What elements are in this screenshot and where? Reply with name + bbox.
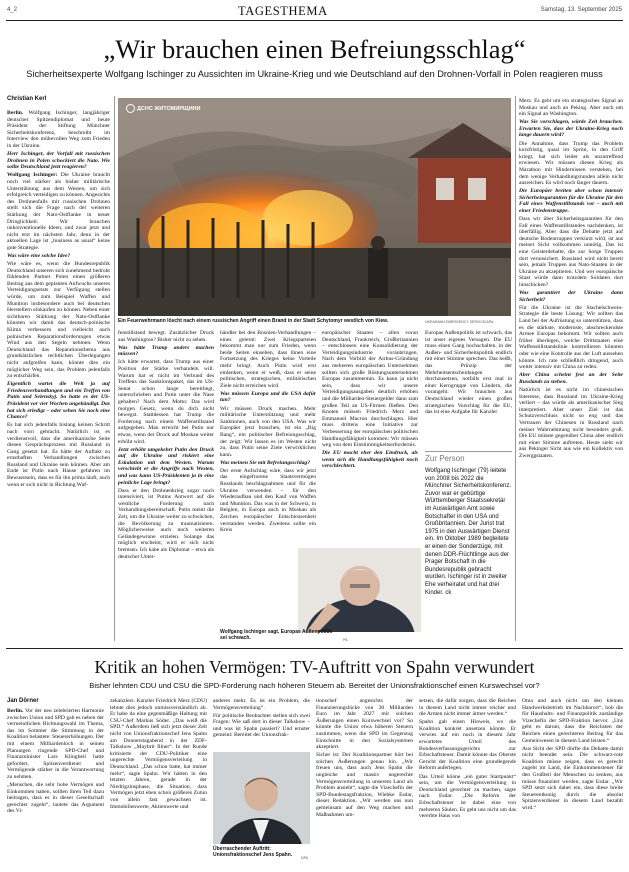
paragraph-text: Europas Außenpolitik ist schwach, das ist unser eigenes Versagen. Die EU muss einen Gang hochschalten, in der Außen- und Sicherheitspolitik endlich mit einer Stimme sprechen. Das heißt, das Prinzip der Mehrheitsentscheidungen durchzusetzen, notfalls erst mal in einer Kerngruppe von Ländern, die vorangeht. Wir brauchen aus Deutschland wieder einen großen strategischen Vorschlag für die EU, das ist eine Aufgabe für Kanzler [425,330,512,416]
article1-column-2 [118,330,214,638]
bio-heading: Zur Person [425,454,465,463]
interview-question: Aber China scheint fest an der Seite Russlands zu stehen. [519,372,623,385]
paragraph-text: Vor der neu zelebrierten Harmonie zwischen Union und SPD gab es neben der vermeintlichen Richtungswahl im Thema, das im Sommer die Stimmung in der Koalition belastete: Steuererhöhungen. Der mit einem Milliardenloch in seinen Planungen ringende SPD-Chef und Finanzminister Lars Klingbeil hatte gefordert, Spitzenverdiener und Vermögende stärker in die Verantwortung zu nehmen. [7,708,104,780]
article2-column-2 [110,698,207,870]
fire-scene-image [118,98,511,316]
interview-question: Was müssen Europa und die USA dafür tun? [220,390,316,404]
body-paragraph [7,782,104,815]
body-paragraph [519,98,623,118]
article2-column-3 [213,698,310,750]
body-paragraph [110,698,207,810]
body-paragraph [220,468,316,534]
paragraph-text: Spahn gab einen Hinweis, wo die Koalition konkret ansetzen könnte. Er verwies auf ein noch in diesem Jahr erwartetes Urteil des Bundesverfassungsgerichts zur Erbschaftsteuer. Damit könnte das Oberste Gericht der Koalition eine grundlegende Reform auferlegen. [419,719,516,772]
paragraph-text: Dass er den Drohnenkrieg sogar noch intensiviert, ist Putins Antwort auf die westliche Forderung nach Verhandlungsbereitschaft. Putin meint die Zeit, um die Ukraine weiter zu schwächen, die Bevölkerung zu traumatisieren. Möglicherweise auch noch weiteren Geländegewinne erzielen. Solange das möglich erscheint, wird er sich nicht bremsen. Ich habe als Diplomat – etwa als deutscher Unter- [118,487,214,560]
article2-column-4 [316,698,413,870]
interview-question: Die Europäer breiten aber schon intensiv Sicherheitsgarantien für die Ukraine für den Fall eines Waffenstillstands vor – auch mit einer Friedenstruppe. [519,188,623,214]
paragraph-text: Die Ukraine braucht noch viel stärker als bisher militärische Unterstützung aus dem Westen, um sich erfolgreich verteidigen zu können. Angesichts des Drohnenfalls mit russischen Drohnen stellt sich die Frage nach der weiteren Stärkung der Nato-Ostflanke in neuer Dringlichkeit. Wir brauchen unkonventionelle Ideen, und zwar jetzt und nicht erst im nächsten Jahr, denn in der aktuellen Lage ist „business as usual“ keine gute Strategie. [7,172,110,251]
paragraph-text: Dass wir über Sicherheitsgarantien für den Fall eines Waffenstillstandes nachdenken, ist überfällig. Aber dass die Debatte jetzt auf deutsche Bodentruppen verkürzt wird, ist aus meiner Sicht vollkommen unnötig. Das ist eine Geisterdebatte, die zur Sorge Truppen dort verunsichert. Russland wird nicht bereit sein, jemals Truppen aus Nato-Staaten in der Ukraine zu akzeptieren. Und wer europäische Staat würde dann trotzdem Soldaten dort hinschicken? [519,216,623,289]
paragraph-text: Ich hätte erwartet, dass Trump aus einer Position der Stärke verhandeln will. Warum hat er nicht im Verbund des Treffens das Sanktionspaket, das im US-Senat schon lange bereitliegt, unterschrieben und Putin unter die Nase gehalten? Nach dem Motto: Das wird morgen Gesetz, wenn du dich nicht bewegst. Stattdessen hat Trump die Forderung nach einem Waffenstillstand aufgegeben. Man erreicht bei Putin nur etwas, wenn der Druck auf Moskau weiter erhöht wird. [118,359,214,445]
paragraph-text: Sicher ist: Der Koalitionspartner hört bei solchen Äußerungen genau hin. „Wir freuen uns, dass auch Jens Spahn die ungleiche und massiv ungerechte Vermögensverteilung in unserem Land als Problem ansieht“, sagte die Vizechefin der SPD-Bundestagsfraktion, Wiebke Esdar, dieser Redaktion. „Wir werden uns nun gemeinsam auf den Weg machen und Maßnahmen um- [316,752,413,818]
body-paragraph [522,698,623,744]
body-paragraph [419,774,516,820]
column-divider [114,96,115,641]
portrait-credit: PA [343,638,348,642]
paragraph-text: händler bei den Bosnien-Verhandlungen – eines gelernt: Zwei Kriegsparteien bekommt man nur zum Frieden, wenn beide Seiten einsehen, dass ihnen eine Fortsetzung des Krieges keine Vorteile mehr bringt. Auch Putin wird erst einlenken, wenn er weiß, dass er seine politischen, strategischen, militärischen Ziele nicht erreichen wird. [220,330,316,389]
fire-photo [118,98,511,316]
photo-caption: Ein Feuerwehrmann löscht nach einem russischen Angriff einen Brand in der Stadt Schytomyr westlich von Kiew. [118,318,389,324]
paragraph-lead: Berlin. [7,110,24,116]
paragraph-text: zekanzlers. Kanzler Friedrich Merz (CDU) lehnte dies jedoch unmissverständlich ab. Er habe da eine gegenmäßige Haltung mit CSU-Chef Markus Söder. „Das weiß die SPD.“ Außerdem ließ sich jetzt dieser Zeit nicht von Unionsfraktionschef Jens Spahn am Donnerstagabend in der ZDF-Talkshow „Maybrit Illner“. In der Runde kritisierte der CDU-Politiker eine ungerechte Vermögensverteilung in Deutschland. „Das schon hatte, hat immer mehr“, sagte Spahn. Wir hätten in den letzten Jahren, gerade in der Niedrigzinsphase, die Situation, dass Vermögen jetzt eben schon größeres Zutun von allein fast gewachsen ist. Immobilienwerte, Aktienwerte und [110,698,207,810]
body-paragraph [7,110,110,150]
body-paragraph [519,216,623,289]
article2-subhead: Bisher lehnten CDU und CSU die SPD-Forderung nach höheren Steuern ab. Bereitet der Unionsfraktionschef einen Kurswechsel vor? [89,681,540,690]
body-paragraph [519,141,623,187]
article1-column-6 [519,98,623,641]
interview-question: Die EU macht eher den Eindruck, als wenn sich die Handlungsfähigkeit noch verschlechtert. [322,450,418,470]
body-paragraph [7,172,110,251]
paragraph-text: Für die Ukraine ist die Stachelschwein-Strategie die beste Lösung: Wir sollten das Land bei der Aufrüstung so unterstützen, dass es die stärkste, modernste, abschreckendste Armee Europas bekommt. Wir sollten auch früher überlegen, welche Drittstaaten eine Waffenstillstandslinie kontrollieren könnten oder wie eine Kontrolle aus der Luft aussehen könnte. Ich rate schließlich dringend, auch weiter intensiv mit China zu reden. [519,304,623,371]
interview-question: Was Sie vorschlagen, würde Zeit brauchen. Erwarten Sie, dass der Ukraine-Krieg noch lange dauern wird? [519,119,623,139]
body-paragraph [522,746,623,812]
interview-question: Was wäre eine solche Idee? [7,252,71,259]
body-paragraph [213,713,310,739]
article2-column-6 [522,698,623,870]
interview-question: Eigentlich wartet die Welt ja auf Friedensverhandlungen und ein Treffen von Putin und Selenskyj. So hatte es der US-Präsident vor vier Wochen angekündigt. Das hat sich erledigt – oder sehen Sie noch eine Chance? [7,381,110,421]
paragraph-text: Das Urteil könne „ein guter Startpunkt“ sein, um die Vermögensverteilung in Deutschland gerechter zu machen, sagte nach Esdar. „Die Reform der Erbschaftsteuer ist dabei eine von mehreren Säulen. Es geht uns nicht um das vererbte Haus von [419,773,516,820]
body-paragraph [316,698,413,751]
paragraph-text: Für politische Beobachter stellen sich zwei Fragen: Wie saß dort in dieser Talkshow – und was ist Spahn passiert? Und ernster gemeint: Bereitet der Unionsfrak- [213,712,310,739]
spahn-image [213,752,310,844]
paragraph-text: „Menschen, die sehr hohe Vermögen und Einkommen haben, sollten ihren Teil dazu beitragen, dass es in dieser Gesellschaft gerechter zugeht“, lautete das Argument des Vi- [7,782,104,815]
author-byline: Christian Kerl [7,96,47,102]
article-subhead: Sicherheitsexperte Wolfgang Ischinger zu Aussichten im Ukraine-Krieg und wie Deutschland auf den Drohnen-Vorfall in Polen reagieren muss [26,69,603,79]
paragraph-lead: Wolfgang Ischinger: [7,172,58,179]
body-paragraph [425,330,512,416]
paragraph-text: setzen, die dafür sorgen, dass die Reichen in diesem Land nicht immer reicher und die Armen nicht immer ärmer werden.“ [419,698,516,718]
article1-column-1 [7,110,110,640]
column-divider [515,96,516,641]
article2-headline: Kritik an hohen Vermögen: TV-Auftritt von Spahn verwundert [94,657,535,677]
portrait-image [298,548,421,632]
interview-question: Herr Ischinger, der Vorfall mit russischen Drohnen in Polen schockiert die Nato. Wie sollte Deutschland jetzt reagieren? [7,151,110,171]
header-rule [6,20,623,21]
paragraph-text: europäischer Staaten – allen voran Deutschland, Frankreich, Großbritannien – entschlossen eine Konsolidierung der Verteidigungsindustrie voranbringen. Nach dem Vorbild der Airbus-Gründung aus mehreren europäischen Unternehmen sollten sich große Rüstungsunternehmen Europas zusammentun. Es kann ja nicht sein, dass wir unsere Verteidigungsausgaben deutlich erhöhen und die Milliarden-Steuergelder dann zum großen Teil an US-Firmen fließen. Den Knoten müssen Friedrich Merz und Emmanuel Macron durchschlagen. Hier muss drittens eine Initiative zur Verbesserung der europäischen politischen Handlungsfähigkeit kommen: Wir müssen weg von dem Einstimmigkeitserfordernis. [322,330,418,449]
body-paragraph [118,359,214,445]
body-paragraph [419,698,516,718]
paragraph-text: Wie wäre es, wenn die Bundesrepublik Deutschland unseren sich zunehmend bedroht fühlenden Partner Polen einen größeren Beitrag aus dem geplanten Aufwuchs unseres Verteidigungsetats zur Verfügung stellen würde, um zum Beispiel Waffen und Munition insbesondere auch bei deutschen Herstellern einkaufen zu können. Neben einer sichtbaren Stärkung der Nato-Ostflanke könnten wir damit das deutsch-polnische Klima verbessern und vielleicht auch polnischen Reparationsforderungen etwas Wind aus den Segeln nehmen. Wenn Deutschland das Reparationsthema aus grundsätzlichen rechtlichen Überlegungen nicht aufgreifen kann, könnte dies ein möglicher Weg sein, das Problem jedenfalls zu entschärfen. [7,261,110,380]
paragraph-lead: Berlin. [7,708,24,714]
spahn-credit: DPA [301,856,309,860]
body-paragraph [322,330,418,449]
article2-column-1 [7,708,104,870]
issue-date: Samstag, 13. September 2025 [540,7,622,13]
body-paragraph [220,330,316,389]
photo-credit: UKRAINIAN EMERGENCY SERVICE/APA [425,320,494,324]
body-paragraph [519,305,623,371]
article-headline: „Wir brauchen einen Befreiungsschlag“ [103,34,526,64]
paragraph-text: Wolfgang Ischinger, langjähriger deutscher Spitzendiplomat und heute Präsident der Stiftung Münchner Sicherheitskonferenz, beschreibt im Interview den mühevollen Weg zum Frieden in der Ukraine. [7,110,110,149]
paragraph-text: Wir müssen Druck machen. Mehr militärische Unterstützung und mehr Sanktionen, auch von den USA. Was wir Europäer jetzt brauchen, ist ein „Big Bang“, ein politischer Befreiungsschlag, der zeigt: Wir lassen es im Westen nicht zu, dass Putin seine Ziele verwirklichen kann. [220,405,316,458]
paragraph-text: anderes mehr. Es ist ein Problem, die Vermögensverteilung“. [213,698,310,711]
portrait-photo [298,548,421,632]
paragraph-text: Oma und auch nicht um den kleinen Handwerksbetrieb im Nachbarort“, hob die für Haushalts- und Finanzpolitik zuständige Vizechefin der SPD-Fraktion hervor. „Uns geht es darum, dass die Reichsten der Reichen einen gerechteren Beitrag für das Gemeinwesen in diesem Land leisten.“ [522,698,623,744]
portrait-caption: Wolfgang Ischinger sagt, Europas Außenpolitik sei schwach. [220,629,333,641]
body-paragraph [519,387,623,460]
spahn-caption: Überraschender Auftritt: Unionsfraktionschef Jens Spahn. [213,846,293,858]
article1-column-4 [322,330,418,520]
body-paragraph [7,708,104,781]
paragraph-text: Natürlich ist es nicht im chinesischen Interesse, dass Russland im Ukraine-Krieg verliert – das würde als amerikanischer Sieg interpretiert. Aber unser Ziel ist das Schutzverschluss nicht so eng und das Vertrauen der Chinesen in Russland nach meiner Wahrnehmung nicht besonders groß. Die EU müsste gegenüber China aber endlich mit einer Stimme auftreten. Heute sieht wir aus Pekinger Sicht aus wie ein Kollektiv von Zwerggstaaten. [519,386,623,459]
bio-text: Wolfgang Ischinger (79) leitete von 2008 bis 2022 die Münchner Sicherheitskonferenz. Zuvor war er gebürtige Württemberger Staatssekretär im Auswärtigen Amt sowie Botschafter in den USA und Großbritannien. Der Jurist trat 1975 in den Auswärtigen Dienst ein. Im Oktober 1989 begleitete er einen der Sonderzüge, mit denen DDR-Flüchtlinge aus der Prager Botschaft in die Bundesrepublik gebracht wurden. Ischinger ist in zweiter Ehe verheiratet und hat drei Kinder. ck [425,468,512,596]
paragraph-text: fenstillstand bewegt. Zusätzlicher Druck aus Washington? Bisher nicht zu sehen. [118,330,214,343]
paragraph-text: Die Annahme, dass Trump das Problem kurzfristig, quasi im Sprint, in den Griff kriegt, hat sich leider als unzutreffend erwiesen. Wir müssen diesen Krieg als Marathon mit Hindernissen verstehen, bei dem wenige Verhandlungsrunden allein nicht ausreichen. Es wird noch länger dauern. [519,140,623,187]
spahn-photo [213,752,310,844]
section-title: TAGESTHEMA [238,4,328,18]
body-paragraph [419,719,516,772]
body-paragraph [118,330,214,343]
article2-author: Jan Dörner [7,698,39,704]
interview-question: Was garantiert der Ukraine dann Sicherheit? [519,290,623,303]
interview-question: Was hätte Trump anders machen müssen? [118,344,214,358]
interview-question: Was meinen Sie mit Befreiungsschlag? [220,459,311,466]
interview-question: Jetzt erhöht umgekehrt Putin den Druck auf die Ukraine und riskiert eine Eskalation mit dem Westen. Warum verschiebt er die Angriffe nach Westen, und was kann US-Präsidenten ja in eine peinliche Lage bringt? [118,446,214,486]
emergency-service-logo-icon [126,104,135,113]
paragraph-text: Merz. Es geht um ein strategisches Signal an Moskau und auch an Peking. Aber auch um ein Signal an Washington. [519,98,623,118]
bio-rule [425,451,512,452]
body-paragraph [7,422,110,488]
photo-logo-text: ДСНС ЖИТОМИРЩИНИ [137,105,201,112]
body-paragraph [118,488,214,561]
page-code: 4_2 [7,7,18,13]
article1-column-5 [425,330,512,440]
paragraph-text: Aus Sicht der SPD dürfte die Debatte damit nicht beendet sein. Die schwarz-rote Koalition müsse zeigen, dass es gerecht zugeht im Land, die Einkommensteuer für den Großteil der Menschen zu senken, aus müsse finanziert werden, sagte Esdar. „Wir SPD setzt sich daher ein, dass diese breite Steuerentkunig durch die absolut Spitzenverdiener in diesem Land bezahlt wird.“ [522,745,623,811]
paragraph-text: tionschef angesichts der Finanzierungslücke von 30 Milliarden Euro im Jahr 2027 mit solchen Äußerungen einen Kurswechsel vor? So könnte die Union etwa höheren Steuern zustimmen, wenn die SPD im Gegenzug Einschnitte in den Sozialsystemen akzeptiert. [316,698,413,751]
body-paragraph [7,261,110,380]
paragraph-text: Der erste Aufschlag wäre, dass wir jetzt das eingefrorene Staatsvermögen Russlands beschlagnahmen und für die Ukraine verwenden – für den Wiederaufbau und den Kauf von Waffen und Munition. Das was in der Schweiz, in Belgien, in Europa auch in Moskau als Zeichen europäischer Entschlossenheit verstanden werden. Zweitens sollte ein Kreis [220,467,316,534]
article2-column-5 [419,698,516,870]
photo-logo [126,104,200,113]
paragraph-text: Es hat sich jedenfalls bislang keinen Schritt nach vorn gebracht. Natürlich ist es verdienstvoll, dass die amerikanische Seite diesen Gesprächsprozess mit Russland in Gang gesetzt hat. Es hätte der Auftakt zu ernsthaften Verhandlungen zwischen Russland und Ukraine sein können. Aber am Ende ist Putin nach Hause gefahren im Bewusstsein, dass es für ihn prima läuft, auch wenn er sich nicht in Richtung Waf- [7,422,110,488]
body-paragraph [316,752,413,818]
article-separator [6,648,623,649]
body-paragraph [220,406,316,459]
body-paragraph [213,698,310,711]
